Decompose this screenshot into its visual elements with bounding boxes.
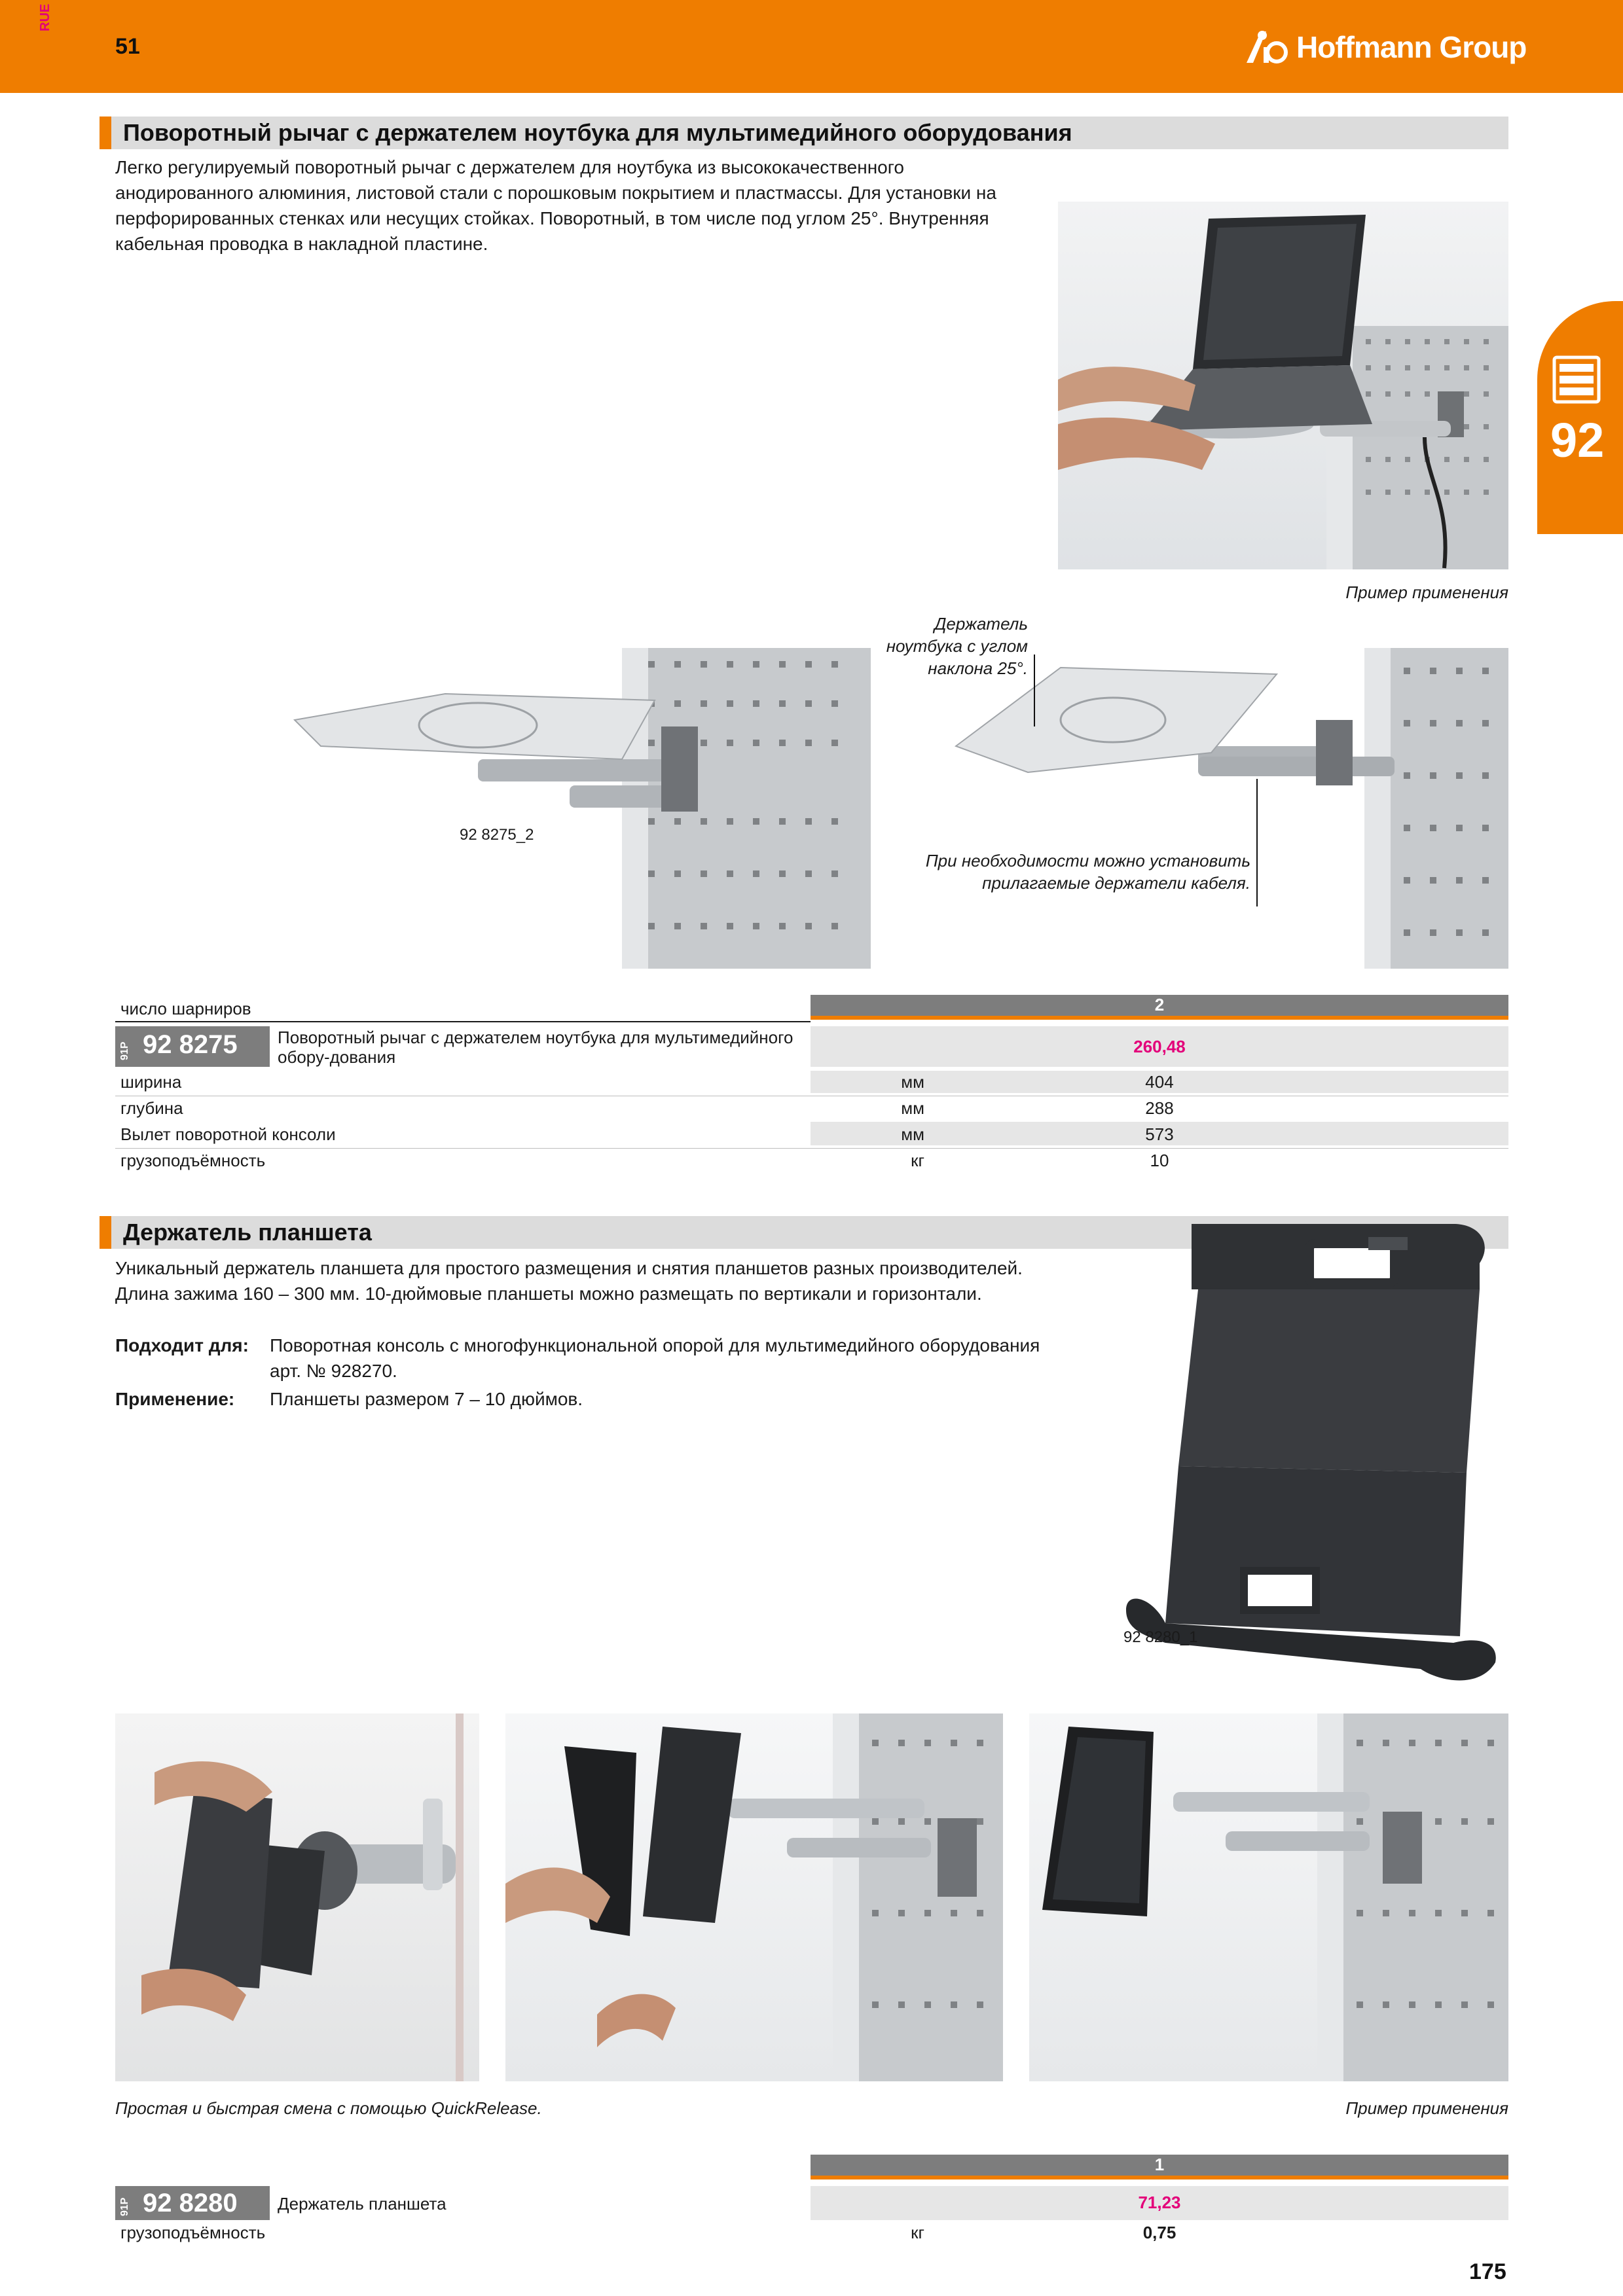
article-number: 92 8275 — [143, 1030, 238, 1059]
page-number: 175 — [1469, 2259, 1506, 2284]
section-header-laptop-arm — [100, 117, 1508, 149]
product-table-laptop-arm — [115, 995, 1508, 1172]
image-code: 92 8280_1 — [1123, 1628, 1198, 1646]
price-row — [115, 1037, 1508, 1060]
photo-quick-release — [115, 1713, 479, 2081]
attribute-value: Поворотная консоль с многофункциональной опорой для мультимедийного оборудования арт. № 928270. — [270, 1335, 1040, 1381]
spec-unit: мм — [901, 1072, 924, 1092]
row-separator — [115, 1148, 1508, 1149]
spec-value: 10 — [1150, 1151, 1169, 1170]
header-bar — [0, 0, 1623, 93]
spec-unit: кг — [911, 2223, 924, 2242]
spec-unit: мм — [901, 1124, 924, 1144]
spec-unit: кг — [911, 1151, 924, 1170]
spec-value: 404 — [1145, 1072, 1174, 1092]
article-price: 260,48 — [1133, 1037, 1186, 1056]
article-price: 71,23 — [1138, 2193, 1181, 2212]
joints-value: 2 — [1154, 995, 1165, 1014]
section-title: Держатель планшета — [123, 1219, 372, 1246]
application-photo-laptop — [1058, 202, 1508, 569]
attribute-label: Подходит для: — [115, 1335, 249, 1355]
application-photo-caption: Пример применения — [1345, 2098, 1508, 2118]
table-row — [115, 2223, 1508, 2245]
photo-tablet-insert — [505, 1713, 1003, 2081]
application-photo-caption: Пример применения — [1345, 583, 1508, 602]
table-row — [115, 1098, 1508, 1121]
article-number: 92 8280 — [143, 2189, 238, 2217]
joints-value-cell — [811, 995, 1508, 1020]
quick-release-caption: Простая и быстрая смена с помощью QuickRelease. — [115, 2098, 542, 2118]
section-title: Поворотный рычаг с держателем ноутбука для мультимедийного оборудования — [123, 119, 1072, 146]
article-description: Держатель планшета — [278, 2194, 447, 2214]
price-row — [115, 2193, 1508, 2215]
hoffmann-logo-icon — [1244, 29, 1290, 65]
catalog-page-number: 51 — [115, 34, 140, 59]
attribute-label: Применение: — [115, 1389, 235, 1409]
section-marker — [100, 117, 111, 149]
article-description: Поворотный рычаг с держателем ноутбука для мультимедийного обору-дования — [278, 1028, 793, 1067]
brand-name: Hoffmann Group — [1296, 30, 1527, 64]
product-image-laptop-arm — [282, 648, 871, 969]
joints-value-cell — [811, 2155, 1508, 2179]
chapter-number: 92 — [1550, 413, 1605, 467]
image-code: 92 8275_2 — [460, 826, 534, 844]
spec-label: грузоподъёмность — [120, 2223, 266, 2242]
drawer-cabinet-icon — [1552, 355, 1601, 404]
joints-label: число шарниров — [120, 999, 251, 1018]
spec-label: ширина — [120, 1072, 182, 1092]
spec-label: грузоподъёмность — [120, 1151, 266, 1170]
brand-logo[interactable] — [1244, 26, 1526, 68]
spec-value: 288 — [1145, 1098, 1174, 1118]
chapter-tab[interactable] — [1537, 301, 1623, 534]
spec-value: 0,75 — [1142, 2223, 1176, 2242]
product-image-laptop-arm-tilted — [949, 648, 1508, 969]
table-row — [115, 1151, 1508, 1173]
spec-label: глубина — [120, 1098, 183, 1118]
attribute-use — [115, 1386, 1058, 1412]
spec-label: Вылет поворотной консоли — [120, 1124, 336, 1144]
spec-value: 573 — [1145, 1124, 1174, 1144]
callout-tilt-angle: Держатель ноутбука с углом наклона 25°. — [886, 614, 1028, 678]
product-image-tablet-holder — [1113, 1217, 1508, 1689]
spec-unit: мм — [901, 1098, 924, 1118]
product-table-tablet-holder — [115, 2155, 1508, 2242]
language-code: RUE — [38, 3, 52, 31]
callout-cable-holders: При необходимости можно установить прилагаемые держатели кабеля. — [925, 851, 1250, 893]
article-prefix: 91P — [119, 1041, 130, 1060]
joints-value: 1 — [1154, 2155, 1165, 2174]
table-row — [115, 1124, 1508, 1147]
attribute-value: Планшеты размером 7 – 10 дюймов. — [270, 1389, 583, 1409]
section-marker — [100, 1216, 111, 1249]
attribute-fits — [115, 1333, 1058, 1385]
photo-tablet-mounted — [1029, 1713, 1508, 2081]
article-prefix: 91P — [119, 2197, 130, 2216]
section-description: Уникальный держатель планшета для простого размещения и снятия планшетов разных производителей. Длина зажима 160 – 300 мм. 10-дюймовые планшеты можно размещать по вертикали и горизонтали. — [115, 1258, 1023, 1304]
section-description: Легко регулируемый поворотный рычаг с держателем для ноутбука из высококачественного анодированного алюминия, листовой стали с порошковым покрытием и пластмассы. Для установки на перфорированных стенках или несущих стойках. Поворотный, в том числе под углом 25°. Внутренняя кабельная проводка в накладной пластине. — [115, 157, 996, 254]
table-row — [115, 1072, 1508, 1094]
